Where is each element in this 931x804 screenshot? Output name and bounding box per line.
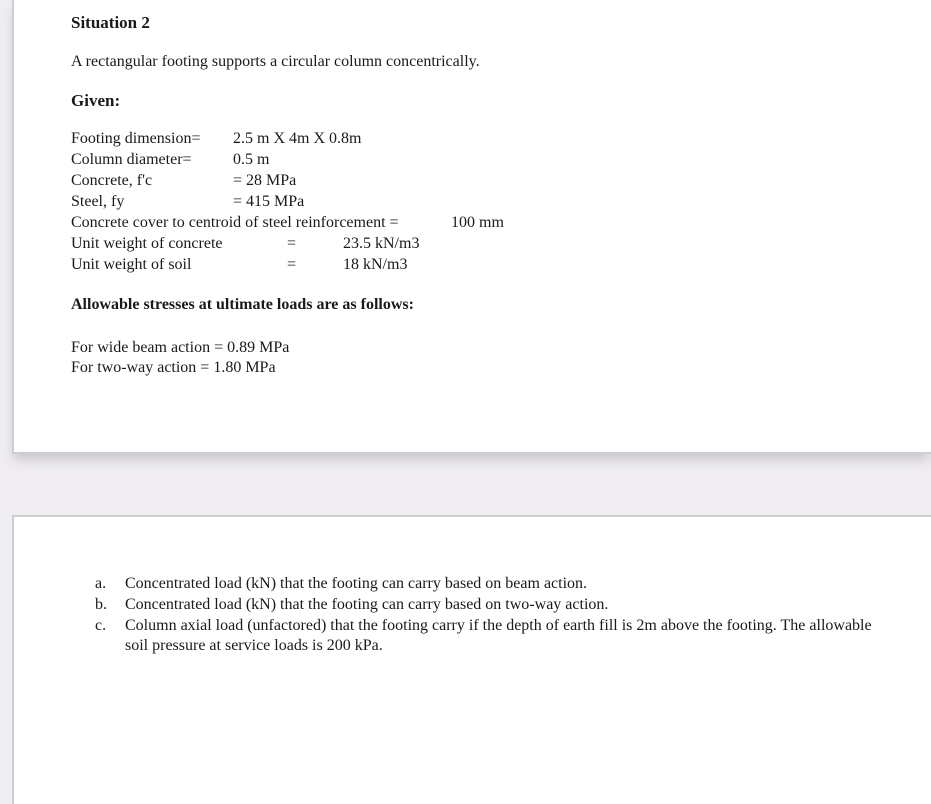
given-label-unit-weight-soil: Unit weight of soil — [71, 256, 192, 273]
question-marker: a. — [95, 575, 107, 592]
question-text: Concentrated load (kN) that the footing can carry based on two-way action. — [125, 595, 609, 613]
given-heading: Given: — [71, 91, 121, 110]
given-value-footing: 2.5 m X 4m X 0.8m — [233, 130, 362, 147]
given-eq-unit-weight-concrete: = — [287, 235, 297, 252]
questions-list — [95, 574, 895, 657]
given-value-cover: 100 mm — [451, 214, 504, 231]
given-value-steel: = 415 MPa — [233, 193, 305, 210]
given-label-concrete: Concrete, f'c — [71, 172, 153, 189]
question-item-c — [95, 616, 895, 658]
allowable-wide-beam: For wide beam action = 0.89 MPa — [71, 339, 290, 356]
allowable-two-way: For two-way action = 1.80 MPa — [71, 359, 276, 376]
question-marker: b. — [95, 595, 107, 613]
questions-card — [12, 515, 931, 804]
question-text: Concentrated load (kN) that the footing can carry based on beam action. — [125, 575, 588, 592]
situation-intro: A rectangular footing supports a circular column concentrically. — [71, 53, 480, 70]
allowable-heading: Allowable stresses at ultimate loads are as follows: — [71, 296, 414, 313]
given-value-unit-weight-soil: 18 kN/m3 — [343, 256, 408, 273]
given-label-unit-weight-concrete: Unit weight of concrete — [71, 235, 223, 252]
given-label-footing: Footing dimension= — [71, 130, 201, 147]
given-eq-unit-weight-soil: = — [287, 256, 297, 273]
situation-card — [12, 0, 931, 454]
given-value-concrete: = 28 MPa — [233, 172, 297, 189]
question-text: Column axial load (unfactored) that the footing carry if the depth of earth fill is 2m above the footing. The allowable soil pressure at service loads is 200 kPa. — [125, 616, 872, 655]
given-value-unit-weight-concrete: 23.5 kN/m3 — [343, 235, 420, 252]
given-label-cover: Concrete cover to centroid of steel reinforcement = — [71, 214, 399, 231]
question-marker: c. — [95, 616, 107, 634]
given-label-steel: Steel, fy — [71, 193, 125, 210]
given-value-column: 0.5 m — [233, 151, 270, 168]
question-item-a — [95, 574, 895, 595]
question-item-b — [95, 595, 895, 616]
given-label-column: Column diameter= — [71, 151, 192, 168]
situation-title: Situation 2 — [71, 13, 150, 32]
